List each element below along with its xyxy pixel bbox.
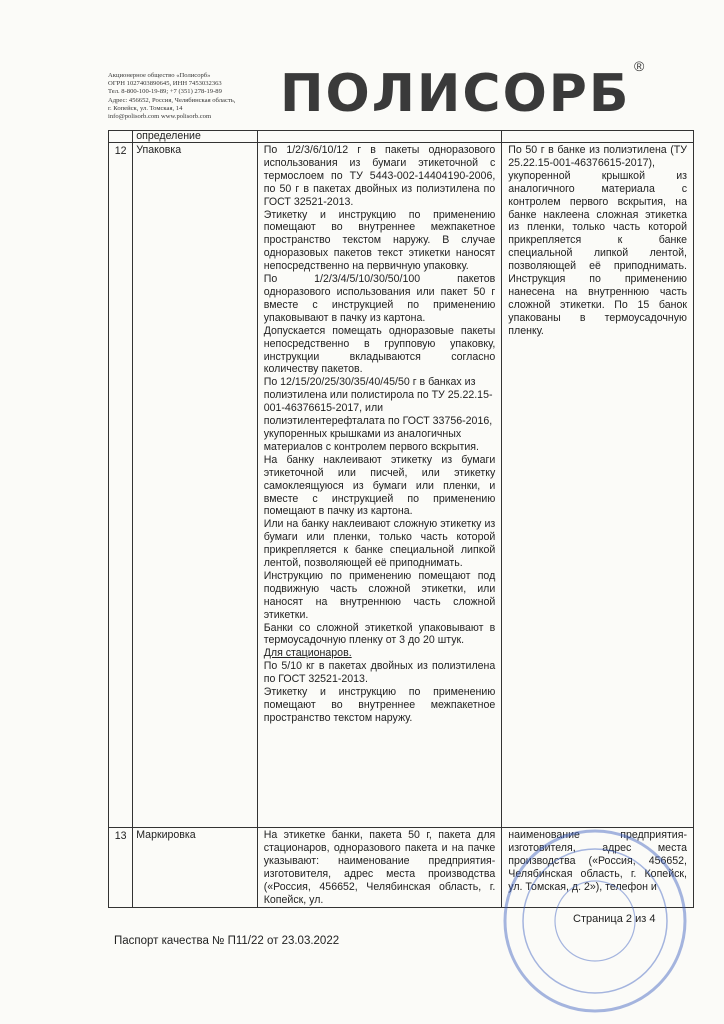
- cell-label: определение: [133, 131, 257, 143]
- company-details: [108, 72, 278, 121]
- requirement-paragraph: По 12/15/20/25/30/35/40/45/50 г в банках из полиэтилена или полистирола по ТУ 25.22.15-001-46376615-2017, или полиэтилентерефталата по ГОСТ 33756-2016, укупоренных крышками из аналогичных материалов с контролем первого вскрытия.: [263, 376, 493, 453]
- document-footer: Паспорт качества № П11/22 от 23.03.2022: [114, 935, 340, 947]
- company-line: info@polisorb.com www.polisorb.com: [108, 113, 212, 121]
- requirement-paragraph: Этикетку и инструкцию по применению помещают во внутреннее межпакетное пространство текстом наружу.: [263, 686, 496, 724]
- requirement-paragraph: По 1/2/3/4/5/10/30/50/100 пакетов одноразового использования или пакет 50 г вместе с инструкцией по применению упаковывают в пачку из картона.: [263, 273, 496, 324]
- requirement-subheading: Для стационаров.: [263, 647, 352, 660]
- registered-mark: ®: [634, 58, 645, 74]
- requirement-paragraph: Этикетку и инструкцию по применению помещают во внутреннее межпакетное пространство текстом наружу. В случае одноразовых пакетов текст этикетки наносят непосредственно на первичную упаковку.: [263, 208, 496, 273]
- actual-text: По 50 г в банке из полиэтилена (ТУ 25.22.15-001-46376615-2017), укупоренной крышкой из аналогичного материала с контролем первого вскрытия, на банке наклеена сложная этикетка из пленки, только часть которой прикрепляется к банке специальной липкой лентой, позволяющей её приподнимать. Инструкция по применению нанесена на внутреннюю часть сложной этикетки. По 15 банок упакованы в термоусадочную пленку.: [508, 144, 687, 337]
- page-number: Страница 2 из 4: [573, 913, 656, 925]
- requirement-paragraph: Банки со сложной этикеткой упаковывают в термоусадочную пленку от 3 до 20 штук.: [263, 621, 496, 647]
- row-number: 13: [109, 828, 133, 908]
- requirement-paragraph: Допускается помещать одноразовые пакеты непосредственно в групповую упаковку, инструкции вкладываются согласно количеству пакетов.: [263, 324, 496, 376]
- requirement-paragraph: Инструкцию по применению помещают под подвижную часть сложной этикетки, или наносят на внутреннюю часть сложной этикетки.: [263, 569, 496, 621]
- requirement-paragraph: По 1/2/3/6/10/12 г в пакеты одноразового использования из бумаги этикеточной с термослоем по ТУ 5443-002-14404190-2006, по 50 г в пакетах двойных из полиэтилена по ГОСТ 32521-2013.: [263, 144, 496, 208]
- requirement-paragraph: По 5/10 кг в пакетах двойных из полиэтилена по ГОСТ 32521-2013.: [263, 660, 496, 686]
- requirement-paragraph: Или на банку наклеивают сложную этикетку из бумаги или пленки, только часть которой прикрепляется к банке специальной липкой лентой, позволяющей её приподнимать.: [263, 518, 496, 570]
- row-name: Упаковка: [133, 143, 257, 828]
- company-line: Адрес: 456652, Россия, Челябинская область,: [108, 96, 236, 104]
- actual-cell: [502, 143, 694, 828]
- table-row: [109, 143, 694, 828]
- requirement-paragraph: На этикетке банки, пакета 50 г, пакета для стационаров, одноразового пакета и на пачке указывают: наименование предприятия-изготовителя, адрес места производства («Россия, 456652, Челябинская область, г. Копейск, ул.: [263, 829, 496, 906]
- company-line: ОГРН 1027403890645, ИНН 7453032363: [108, 80, 222, 88]
- actual-text: наименование предприятия-изготовителя, адрес места производства («Россия, 456652, Челябинская область, г. Копейск, ул. Томская, д. 2»), телефон и: [508, 829, 687, 893]
- specification-table: [108, 130, 694, 908]
- requirement-paragraph: На банку наклеивают этикетку из бумаги этикеточной или писчей, или этикетку самоклеящуюся из бумаги или пленки, и вместе с инструкцией по применению помещают в пачку из картона.: [263, 453, 496, 518]
- company-logo: ПОЛИСОРБ: [280, 64, 631, 124]
- row-number: 12: [109, 143, 133, 828]
- letterhead: [108, 58, 648, 124]
- company-line: Акционерное общество «Полисорб»: [108, 72, 211, 79]
- row-name: Маркировка: [133, 828, 257, 908]
- company-line: г. Копейск, ул. Томская, 14: [108, 104, 183, 112]
- requirement-cell: [257, 828, 502, 908]
- requirement-cell: [257, 143, 502, 828]
- table-row: [109, 131, 694, 143]
- company-line: Тел. 8-800-100-19-89; +7 (351) 278-19-89: [108, 88, 222, 96]
